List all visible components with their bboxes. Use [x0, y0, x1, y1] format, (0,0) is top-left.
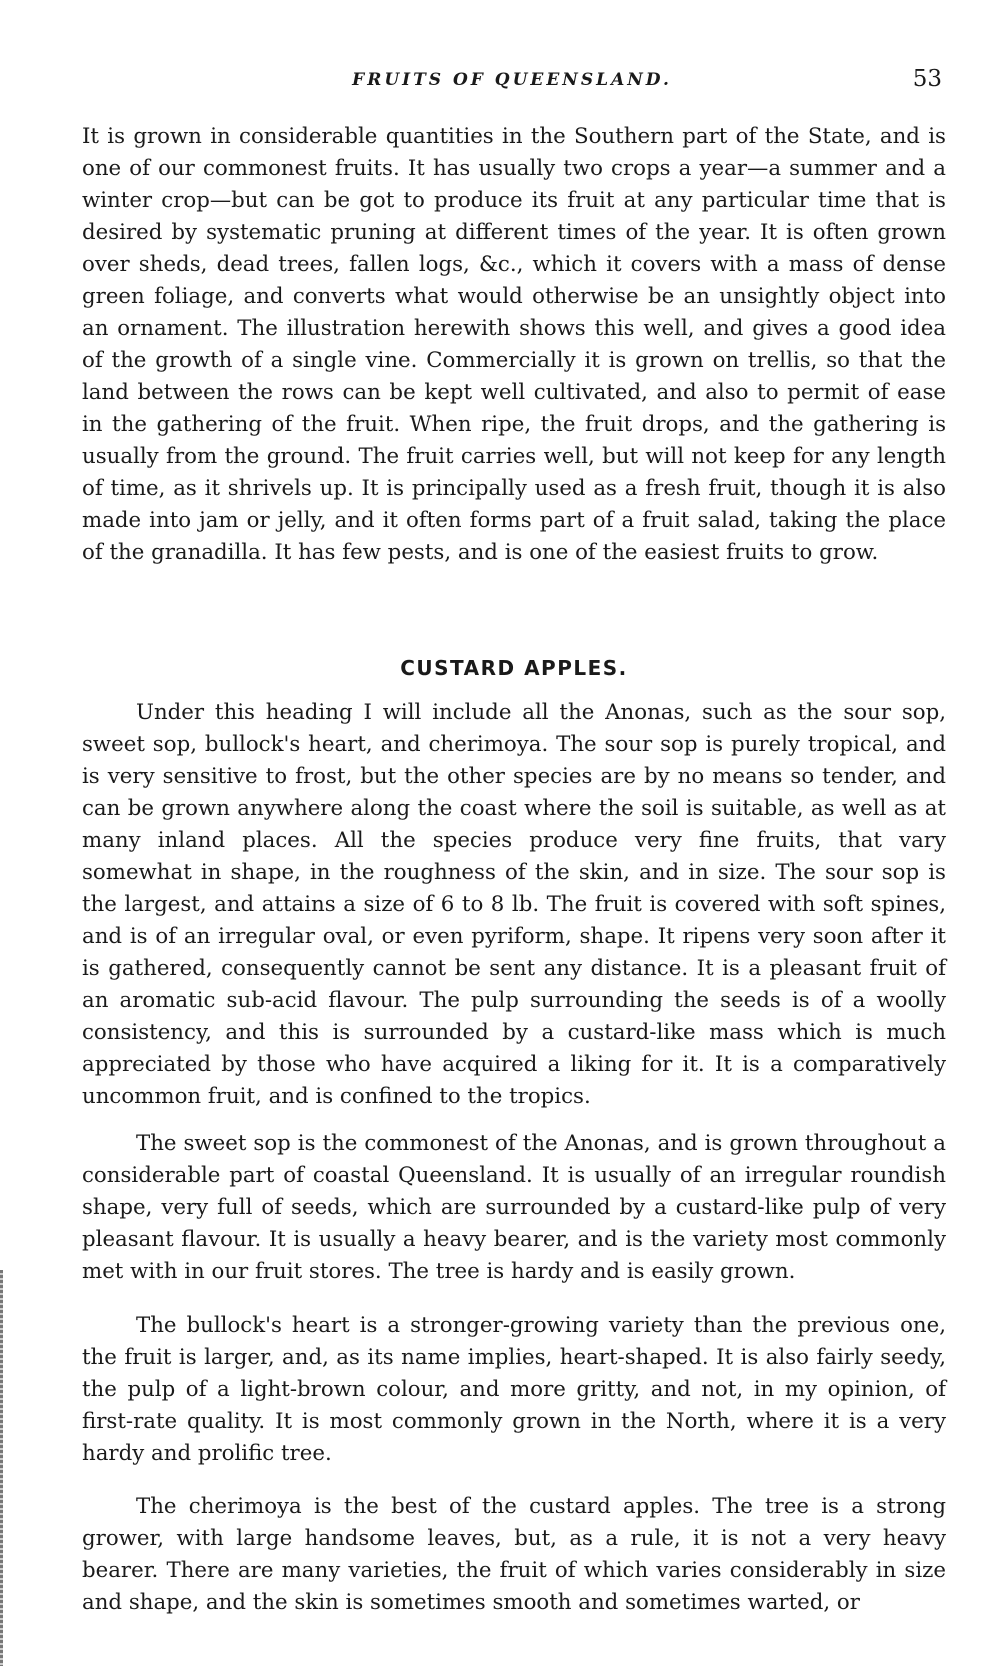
paragraph-granadilla-continuation: It is grown in considerable quantities in the Southern part of the State, and is one of our commonest fruits. It has usually two crops a year—a summer and a winter crop—but can be got to produce its fruit at any particular time that is desired by systematic pruning at different times of the year. It is often grown over sheds, dead trees, fallen logs, &c., which it covers with a mass of dense green foliage, and converts what would otherwise be an unsightly object into an ornament. The illustration herewith shows this well, and gives a good idea of the growth of a single vine. Commercially it is grown on trellis, so that the land between the rows can be kept well cultivated, and also to permit of ease in the gathering of the fruit. When ripe, the fruit drops, and the gathering is usually from the ground. The fruit carries well, but will not keep for any length of time, as it shrivels up. It is principally used as a fresh fruit, though it is also made into jam or jelly, and it often forms part of a fruit salad, taking the place of the granadilla. It has few pests, and is one of the easiest fruits to grow.: [82, 124, 946, 565]
paragraph-anonas-intro: Under this heading I will include all the Anonas, such as the sour sop, sweet sop, bullock's heart, and cherimoya. The sour sop is purely tropical, and is very sensitive to frost, but the other species are by no means so tender, and can be grown anywhere along the coast where the soil is suitable, as well as at many inland places. All the species produce very fine fruits, that vary somewhat in shape, in the roughness of the skin, and in size. The sour sop is the largest, and attains a size of 6 to 8 lb. The fruit is covered with soft spines, and is of an irregular oval, or even pyriform, shape. It ripens very soon after it is gathered, consequently cannot be sent any distance. It is a pleasant fruit of an aromatic sub-acid flavour. The pulp surrounding the seeds is of a woolly consistency, and this is surrounded by a custard-like mass which is much appreciated by those who have acquired a liking for it. It is a comparatively uncommon fruit, and is confined to the tropics.: [82, 700, 946, 1109]
paragraph-sweet-sop: The sweet sop is the commonest of the Anonas, and is grown throughout a considerable part of coastal Queensland. It is usually of an irregular roundish shape, very full of seeds, which are surrounded by a custard-like pulp of very pleasant flavour. It is usually a heavy bearer, and is the variety most commonly met with in our fruit stores. The tree is hardy and is easily grown.: [82, 1131, 946, 1284]
page-number: 53: [912, 66, 942, 92]
scan-edge-shadow: [0, 1270, 3, 1666]
paragraph-bullocks-heart: The bullock's heart is a stronger-growing variety than the previous one, the fruit is larger, and, as its name implies, heart-shaped. It is also fairly seedy, the pulp of a light-brown colour, and more gritty, and not, in my opinion, of first-rate quality. It is most commonly grown in the North, where it is a very hardy and prolific tree.: [82, 1313, 946, 1466]
section-heading-custard-apples: CUSTARD APPLES.: [400, 656, 628, 680]
running-head: [82, 66, 942, 96]
running-title: FRUITS OF QUEENSLAND.: [352, 70, 672, 90]
paragraph-cherimoya: The cherimoya is the best of the custard apples. The tree is a strong grower, with large handsome leaves, but, as a rule, it is not a very heavy bearer. There are many varieties, the fruit of which varies considerably in size and shape, and the skin is sometimes smooth and sometimes warted, or: [82, 1494, 946, 1615]
